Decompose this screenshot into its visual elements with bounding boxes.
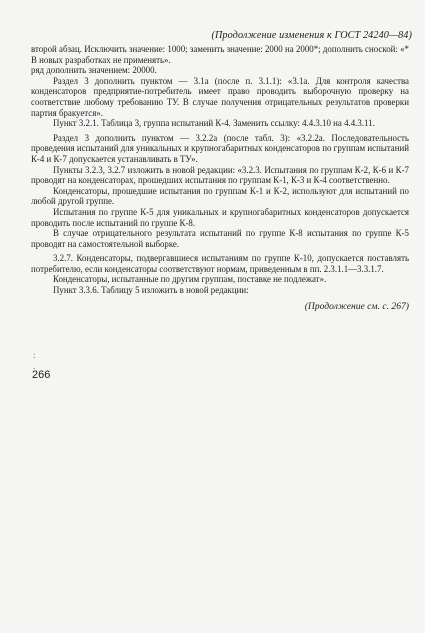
paragraph-3: Раздел 3 дополнить пунктом — 3.1а (после п. 3.1.1): «3.1а. Для контроля качества конденсаторов предприятие-потребитель имеет право проводить выборочную проверку на соответствие любому требованию ТУ. В случае получения отрицательных результатов проверки партия бракуется». [31, 75, 409, 118]
paragraph-7: Конденсаторы, прошедшие испытания по группам К-1 и К-2, используют для испытаний по любой другой группе. [31, 185, 409, 207]
paragraph-11: Конденсаторы, испытанные по другим группам, поставке не подлежат». [53, 274, 327, 285]
paragraph-10: 3.2.7. Конденсаторы, подвергавшиеся испытаниям по группе К-10, допускается поставлять потребителю, если конденсаторы соответствуют нормам, приведенным в пп. 2.3.1.1—3.3.1.7. [31, 253, 409, 274]
paragraph-1: второй абзац. Исключить значение: 1000; заменить значение: 2000 на 2000*; дополнить сноской: «* В новых разработках не применять». [31, 44, 409, 65]
paragraph-8: Испытания по группе К-5 для уникальных и крупногабаритных конденсаторов допускается проводить после испытаний по группе К-8. [31, 206, 409, 228]
margin-mark-1: : [33, 350, 36, 360]
running-header: (Продолжение изменения к ГОСТ 24240—84) [211, 30, 412, 41]
paragraph-6: Пункты 3.2.3, 3.2.7 изложить в новой редакции: «3.2.3. Испытания по группам К-2, К-6 и К-7 проводят на конденсаторах, прошедших испытания по группам К-1, К-3 и К-4 соответственно. [31, 164, 409, 186]
body-text [31, 44, 409, 296]
paragraph-4: Пункт 3.2.1. Таблица 3, группа испытаний К-4. Заменить ссылку: 4.4.3.10 на 4.4.3.11. [53, 118, 375, 129]
paragraph-9: В случае отрицательного результата испытаний по группе К-8 испытания по группе К-5 проводят на самостоятельной выборке. [31, 228, 409, 249]
margin-mark-2: . [33, 361, 36, 371]
continuation-note: (Продолжение см. с. 267) [304, 301, 409, 312]
paragraph-12: Пункт 3.3.6. Таблицу 5 изложить в новой редакции: [53, 285, 249, 296]
paragraph-5: Раздел 3 дополнить пунктом — 3.2.2а (после табл. 3): «3.2.2а. Последовательность проведения испытаний для уникальных и крупногабаритных конденсаторов по группам испытаний К-4 и К-7 допускается устанавливать в ТУ». [31, 132, 409, 164]
page-number: 266 [32, 369, 51, 381]
paragraph-2: ряд дополнить значением: 20000. [31, 65, 157, 76]
